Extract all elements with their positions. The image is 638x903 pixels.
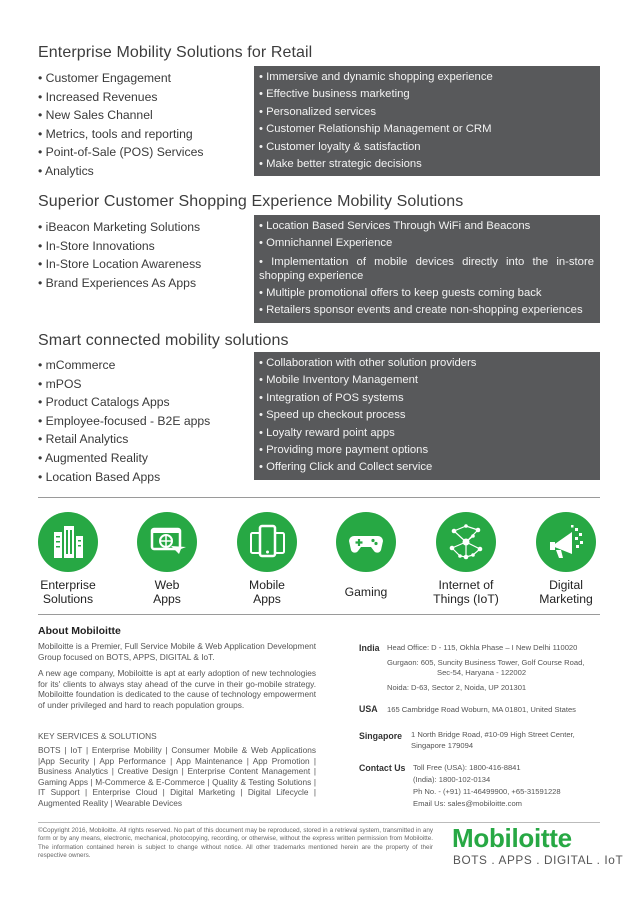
about-paragraph-1: Mobiloitte is a Premier, Full Service Mobile & Web Application Development Group focused on BOTS, APPS, DIGITAL & IoT. [38,641,316,662]
list-item: • mCommerce [38,356,210,375]
list-item: • Implementation of mobile devices directly into the in-store shopping experience [259,253,594,285]
list-item: • Point-of-Sale (POS) Services [38,143,203,162]
list-item: • Retailers sponsor events and create non-shopping experiences [259,302,594,319]
list-item: • Immersive and dynamic shopping experience [259,69,594,86]
building-icon [38,512,98,572]
usa-address: 165 Cambridge Road Woburn, MA 01801, United States [387,705,576,714]
singapore-address-1: 1 North Bridge Road, #10-09 High Street Center, [411,730,575,739]
toll-free-india: (India): 1800-102-0134 [413,775,491,784]
list-item: • Augmented Reality [38,449,210,468]
india-gurgaon-2: Sec-54, Haryana - 122002 [437,668,527,677]
divider [38,497,600,498]
list-item: • Omnichannel Experience [259,235,594,252]
shopping-features-box [254,215,600,323]
india-noida: Noida: D-63, Sector 2, Noida, UP 201301 [387,683,527,692]
key-services-label: KEY SERVICES & SOLUTIONS [38,731,157,741]
list-item: • Location Based Services Through WiFi and Beacons [259,218,594,235]
contact-us-label: Contact Us [359,763,406,773]
singapore-address-2: Singapore 179094 [411,741,474,750]
mobile-icon [237,512,297,572]
list-item: • Make better strategic decisions [259,156,594,173]
section-title-smart: Smart connected mobility solutions [38,332,289,349]
mobiloitte-logo: Mobiloitte [452,823,572,853]
service-label-enterprise: Enterprise Solutions [40,578,96,606]
list-item: • Customer Relationship Management or CRM [259,121,594,138]
list-item: • Customer Engagement [38,69,203,88]
key-services-text: BOTS | IoT | Enterprise Mobility | Consumer Mobile & Web Applications |App Security | App Performance | App Maintenance | App Promotion | Business Analytics | Creative Design | Enterprise Content Management | Gaming Apps | M-Commerce & E-Commerce | Quality & Testing Solutions | IT Support | Enterprise Cloud | Digital Marketing | Digital Lifecycle | Augmented Reality | Wearable Devices [38,745,316,808]
smart-features-box [254,352,600,480]
network-icon [436,512,496,572]
retail-benefits-list [38,69,203,181]
service-label-mobile: Mobile Apps [249,578,285,606]
about-title: About Mobiloitte [38,625,121,637]
divider [38,614,600,615]
list-item: • Employee-focused - B2E apps [38,412,210,431]
list-item: • Location Based Apps [38,468,210,487]
shopping-list [38,218,201,292]
list-item: • Collaboration with other solution providers [259,355,594,372]
contact-usa-label: USA [359,704,378,714]
list-item: • Mobile Inventory Management [259,372,594,389]
contact-singapore-label: Singapore [359,731,403,741]
retail-features-box [254,66,600,176]
india-head-office: Head Office: D - 115, Okhla Phase – I New Delhi 110020 [387,643,578,652]
list-item: • Integration of POS systems [259,390,594,407]
list-item: • Analytics [38,162,203,181]
logo-tagline: BOTS . APPS . DIGITAL . IoT [453,853,624,867]
service-label-gaming: Gaming [344,585,388,599]
list-item: • Increased Revenues [38,88,203,107]
list-item: • Retail Analytics [38,430,210,449]
web-icon [137,512,197,572]
megaphone-icon [536,512,596,572]
list-item: • Multiple promotional offers to keep guests coming back [259,285,594,302]
list-item: • Speed up checkout process [259,407,594,424]
service-label-web: Web Apps [153,578,181,606]
list-item: • Loyalty reward point apps [259,425,594,442]
list-item: • iBeacon Marketing Solutions [38,218,201,237]
list-item: • Brand Experiences As Apps [38,274,201,293]
copyright-text: ©Copyright 2016, Mobiloitte. All rights reserved. No part of this document may be reproduced, stored in a retrieval system, transmitted in any form or by any means, electronic, mechanical, photocopying, recording, or otherwise, without the express written permission from Mobiloitte. The information contained herein is subject to change without notice. All other trademarks mentioned herein are the property of their respective owners. [38,827,433,860]
about-paragraph-2: A new age company, Mobiloitte is apt at early adoption of new technologies for its' clients to always stay ahead of the curve in their go-mobile strategy. Mobiloitte foundation is dedicated to the cause of technology empowerment of under privileged and hard to reach population groups. [38,668,316,710]
toll-free-usa: Toll Free (USA): 1800-416-8841 [413,763,521,772]
list-item: • Personalized services [259,104,594,121]
list-item: • In-Store Innovations [38,237,201,256]
service-label-marketing: Digital Marketing [539,578,593,606]
list-item: • Metrics, tools and reporting [38,125,203,144]
email-link[interactable]: Email Us: sales@mobiloitte.com [413,799,522,808]
smart-list [38,356,210,486]
list-item: • Providing more payment options [259,442,594,459]
list-item: • Product Catalogs Apps [38,393,210,412]
india-gurgaon-1: Gurgaon: 605, Suncity Business Tower, Golf Course Road, [387,658,585,667]
list-item: • mPOS [38,375,210,394]
list-item: • Offering Click and Collect service [259,459,594,476]
contact-india-label: India [359,643,380,653]
service-label-iot: Internet of Things (IoT) [433,578,499,606]
list-item: • In-Store Location Awareness [38,255,201,274]
section-title-shopping: Superior Customer Shopping Experience Mobility Solutions [38,193,464,210]
list-item: • Effective business marketing [259,86,594,103]
list-item: • New Sales Channel [38,106,203,125]
phone-numbers: Ph No. - (+91) 11-46499900, +65-31591228 [413,787,561,796]
gamepad-icon [336,512,396,572]
list-item: • Customer loyalty & satisfaction [259,139,594,156]
section-title-retail: Enterprise Mobility Solutions for Retail [38,44,313,61]
